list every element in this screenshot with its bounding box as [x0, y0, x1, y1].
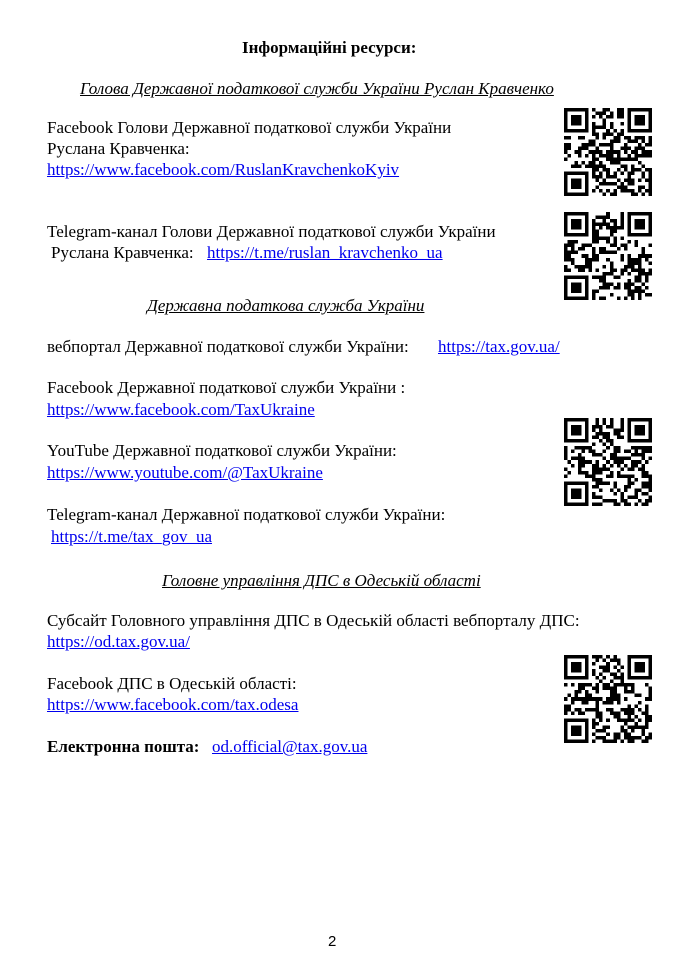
tg-head-text-line2: Руслана Кравченка: [51, 243, 194, 262]
tg-head-link[interactable]: https://t.me/ruslan_kravchenko_ua [207, 243, 443, 262]
qr-code-tg-head-icon [564, 212, 652, 300]
yt-dps-text: YouTube Державної податкової служби України: [47, 441, 397, 460]
email-link[interactable]: od.official@tax.gov.ua [212, 737, 368, 756]
fb-dps-text: Facebook Державної податкової служби України : [47, 378, 406, 397]
fb-od-text: Facebook ДПС в Одеській області: [47, 674, 297, 693]
qr-code-odesa-icon [564, 655, 652, 743]
fb-head-text-line2: Руслана Кравченка: [47, 139, 190, 158]
subsite-link[interactable]: https://od.tax.gov.ua/ [47, 632, 190, 651]
email-label: Електронна пошта: [47, 737, 200, 756]
page-heading: Інформаційні ресурси: [242, 38, 417, 57]
qr-code-tg-dps-icon [564, 418, 652, 506]
section-title-dps: Державна податкова служба України [147, 296, 425, 315]
section-title-odesa: Головне управління ДПС в Одеській області [162, 571, 481, 590]
tg-dps-text: Telegram-канал Державної податкової служби України: [47, 505, 446, 524]
fb-od-link[interactable]: https://www.facebook.com/tax.odesa [47, 695, 299, 714]
subsite-text: Субсайт Головного управління ДПС в Одеській області вебпорталу ДПС: [47, 611, 580, 630]
portal-text: вебпортал Державної податкової служби України: [47, 337, 409, 356]
section-title-head: Голова Державної податкової служби України Руслан Кравченко [80, 79, 554, 98]
fb-head-text-line1: Facebook Голови Державної податкової служби України [47, 118, 452, 137]
fb-head-link[interactable]: https://www.facebook.com/RuslanKravchenkoKyiv [47, 160, 400, 179]
tg-dps-link[interactable]: https://t.me/tax_gov_ua [51, 527, 213, 546]
page-number: 2 [328, 933, 337, 950]
fb-dps-link[interactable]: https://www.facebook.com/TaxUkraine [47, 400, 315, 419]
yt-dps-link[interactable]: https://www.youtube.com/@TaxUkraine [47, 463, 323, 482]
qr-code-fb-head-icon [564, 108, 652, 196]
portal-link[interactable]: https://tax.gov.ua/ [438, 337, 560, 356]
tg-head-text-line1: Telegram-канал Голови Державної податкової служби України [47, 222, 496, 241]
